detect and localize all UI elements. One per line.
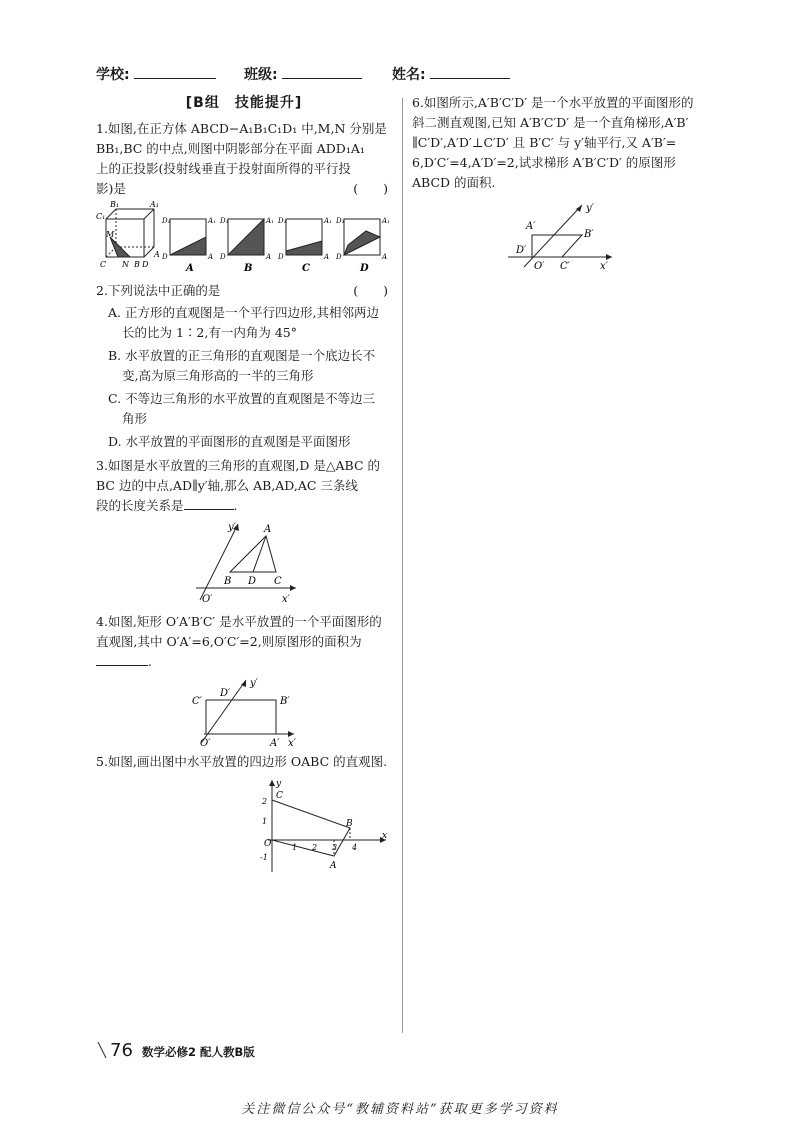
question-4	[96, 612, 392, 672]
q4-label-c: C′	[192, 696, 202, 707]
q5-tick-x: 1	[292, 843, 298, 852]
q3-line	[96, 496, 392, 516]
q3-x-arrow	[290, 585, 296, 591]
cube-edge	[144, 247, 154, 257]
option-c-shaded	[286, 241, 322, 255]
class-blank	[282, 78, 362, 79]
q6-line: 6.如图所示,A′B′C′D′ 是一个水平放置的平面图形的	[412, 95, 694, 110]
name-blank	[430, 78, 510, 79]
section-title: [B组 技能提升]	[185, 95, 303, 111]
svg-text:A₁: A₁	[324, 217, 332, 225]
q5-tick-x: 2	[312, 843, 318, 852]
q5-label-o: O	[264, 839, 272, 849]
q6-label-a: A′	[526, 221, 536, 232]
option-d-figure	[335, 217, 390, 274]
svg-text:A: A	[208, 253, 214, 261]
option-b-shaded	[228, 219, 264, 255]
q5-tick-y: 2	[262, 797, 268, 806]
q4-label-d: D′	[220, 688, 231, 699]
cube-edge	[144, 209, 154, 219]
cube-label: A	[154, 250, 160, 259]
q6-label-c: C′	[560, 261, 570, 271]
svg-text:D₁: D₁	[162, 217, 171, 225]
question-1	[96, 119, 392, 199]
cube-label: A₁	[150, 201, 159, 209]
q2-option-a-cont: 长的比为 1∶2,有一内角为 45°	[122, 325, 297, 340]
page-slash	[96, 1040, 108, 1060]
class-label: 班级:	[244, 67, 278, 83]
q3-figure	[96, 516, 392, 610]
school-blank	[134, 78, 216, 79]
option-a-shaded	[170, 237, 206, 255]
svg-text:D: D	[278, 253, 284, 261]
q1-line: 1.如图,在正方体 ABCD−A₁B₁C₁D₁ 中,M,N 分别是	[96, 121, 387, 136]
q3-y-axis	[200, 524, 238, 600]
q2-option-c-cont: 角形	[122, 411, 148, 426]
cube-label: N	[122, 260, 129, 269]
q4-line	[96, 652, 392, 672]
q5-quadrilateral	[272, 800, 350, 856]
q5-label-a: A	[330, 861, 337, 871]
q6-y-axis	[524, 205, 582, 267]
option-a-figure	[161, 217, 216, 274]
q2-option-b: B. 水平放置的正三角形的直观图是一个底边长不	[108, 348, 376, 363]
svg-text:A: A	[324, 253, 330, 261]
svg-text:A₁: A₁	[208, 217, 216, 225]
q6-label-b: B′	[584, 229, 594, 240]
q4-answer-blank	[96, 652, 148, 666]
svg-text:D: D	[220, 253, 226, 261]
q1-line-text: 影)是	[96, 181, 126, 196]
q3-label-o: O′	[202, 594, 213, 605]
right-column	[412, 93, 712, 271]
school-label: 学校:	[96, 67, 130, 83]
question-5	[96, 752, 392, 772]
q4-label-o: O′	[200, 738, 211, 749]
q6-trapezoid	[532, 235, 582, 257]
q3-line: BC 边的中点,AD∥y′轴,那么 AB,AD,AC 三条线	[96, 478, 358, 493]
q2-stem: 2.下列说法中正确的是	[96, 283, 221, 298]
svg-text:D₁: D₁	[278, 217, 287, 225]
svg-text:A: A	[266, 253, 272, 261]
option-c-figure	[277, 217, 332, 274]
q3-triangle	[230, 536, 276, 572]
svg-text:A: A	[382, 253, 388, 261]
q5-figure	[96, 776, 392, 876]
q1-line: 上的正投影(投射线垂直于投射面所得的平行投	[96, 161, 351, 176]
q5-tick-y: -1	[260, 853, 268, 862]
q2-option-b-cont: 变,高为原三角形高的一半的三角形	[122, 368, 314, 383]
q6-label-o: O′	[534, 261, 545, 271]
cube-label: C	[100, 260, 107, 269]
q6-label-y: y′	[586, 203, 594, 214]
q4-rectangle	[206, 700, 276, 734]
option-d-label: D	[360, 263, 369, 274]
svg-text:D: D	[162, 253, 168, 261]
cube-label: D	[142, 260, 149, 269]
q6-line: ∥C′D′,A′D′⊥C′D′ 且 B′C′ 与 y′轴平行,又 A′B′=	[412, 135, 677, 150]
q4-end: .	[148, 654, 152, 669]
q5-label-y: y	[276, 779, 282, 789]
q6-line: 6,D′C′=4,A′D′=2,试求梯形 A′B′C′D′ 的原图形	[412, 155, 676, 170]
q3-label-b: B	[224, 576, 232, 587]
q3-label-x: x′	[282, 594, 290, 605]
q3-label-d: D	[248, 576, 257, 587]
q4-line: 4.如图,矩形 O′A′B′C′ 是水平放置的一个平面图形的	[96, 614, 382, 629]
q1-line	[96, 179, 392, 199]
option-b-figure	[219, 217, 274, 274]
q1-figure	[96, 201, 392, 279]
footer-note: 关注微信公众号“教辅资料站”获取更多学习资料	[241, 1102, 559, 1117]
option-b-label: B	[244, 263, 253, 274]
q3-segment-ad	[253, 536, 266, 572]
q6-label-d: D′	[516, 245, 527, 256]
cube-label: M	[106, 230, 115, 239]
q6-label-x: x′	[600, 261, 608, 271]
svg-text:D₁: D₁	[336, 217, 345, 225]
q6-x-arrow	[606, 254, 612, 260]
cube-label: C₁	[96, 212, 106, 221]
q5-tick-x: 3	[332, 843, 338, 852]
q5-tick-x: 4	[352, 843, 358, 852]
cube-edge	[106, 209, 116, 219]
option-d-shaded	[344, 231, 380, 255]
q2-option-d: D. 水平放置的平面图形的直观图是平面图形	[108, 434, 351, 449]
q3-label-a: A	[264, 524, 272, 535]
page-number: 76	[110, 1040, 133, 1061]
q4-label-y: y′	[250, 678, 258, 689]
q5-tick-y: 1	[262, 817, 268, 826]
q5-label-x: x	[382, 831, 388, 841]
q6-figure	[412, 199, 712, 271]
svg-text:D₁: D₁	[220, 217, 229, 225]
q5-label-c: C	[276, 791, 283, 801]
q3-end: .	[233, 498, 238, 513]
q1-answer-paren: ( )	[353, 181, 388, 196]
q2-option-a: A. 正方形的直观图是一个平行四边形,其相邻两边	[108, 305, 379, 320]
left-column	[96, 93, 392, 876]
q6-line: ABCD 的面积.	[412, 175, 496, 190]
cube-label: B	[134, 260, 140, 269]
svg-text:A₁: A₁	[382, 217, 390, 225]
q3-line: 3.如图是水平放置的三角形的直观图,D 是△ABC 的	[96, 458, 380, 473]
q3-answer-blank	[184, 496, 234, 510]
q3-line-text: 段的长度关系是	[96, 498, 184, 513]
q3-label-y: y′	[228, 522, 236, 533]
q5-label-b: B	[346, 819, 353, 829]
q3-label-c: C	[274, 576, 282, 587]
q2-option-c: C. 不等边三角形的水平放置的直观图是不等边三	[108, 391, 376, 406]
q2-stem-row	[96, 281, 392, 301]
option-c-label: C	[302, 263, 310, 274]
question-2	[96, 281, 392, 452]
q4-line: 直观图,其中 O′A′=6,O′C′=2,则原图形的面积为	[96, 634, 362, 649]
cube-label: B₁	[110, 201, 120, 209]
q1-line: BB₁,BC 的中点,则图中阴影部分在平面 ADD₁A₁	[96, 141, 365, 156]
cube-shaded-region	[110, 237, 130, 257]
column-divider	[402, 98, 403, 1033]
svg-text:D: D	[336, 253, 342, 261]
q4-label-b: B′	[280, 696, 290, 707]
q4-figure	[96, 676, 392, 750]
q4-label-x: x′	[288, 738, 296, 749]
q2-options	[96, 303, 392, 452]
q6-line: 斜二测直观图,已知 A′B′C′D′ 是一个直角梯形,A′B′	[412, 115, 689, 130]
question-6	[412, 93, 712, 193]
q5-line: 5.如图,画出图中水平放置的四边形 OABC 的直观图.	[96, 754, 388, 769]
svg-text:A₁: A₁	[266, 217, 274, 225]
book-title: 数学必修2 配人教B版	[142, 1045, 255, 1059]
question-3	[96, 456, 392, 516]
q5-y-arrow	[269, 780, 275, 786]
option-a-label: A	[186, 263, 194, 274]
q2-answer-paren: ( )	[353, 283, 388, 298]
q4-label-a: A′	[270, 738, 280, 749]
name-label: 姓名:	[392, 67, 426, 83]
q4-x-arrow	[288, 731, 294, 737]
